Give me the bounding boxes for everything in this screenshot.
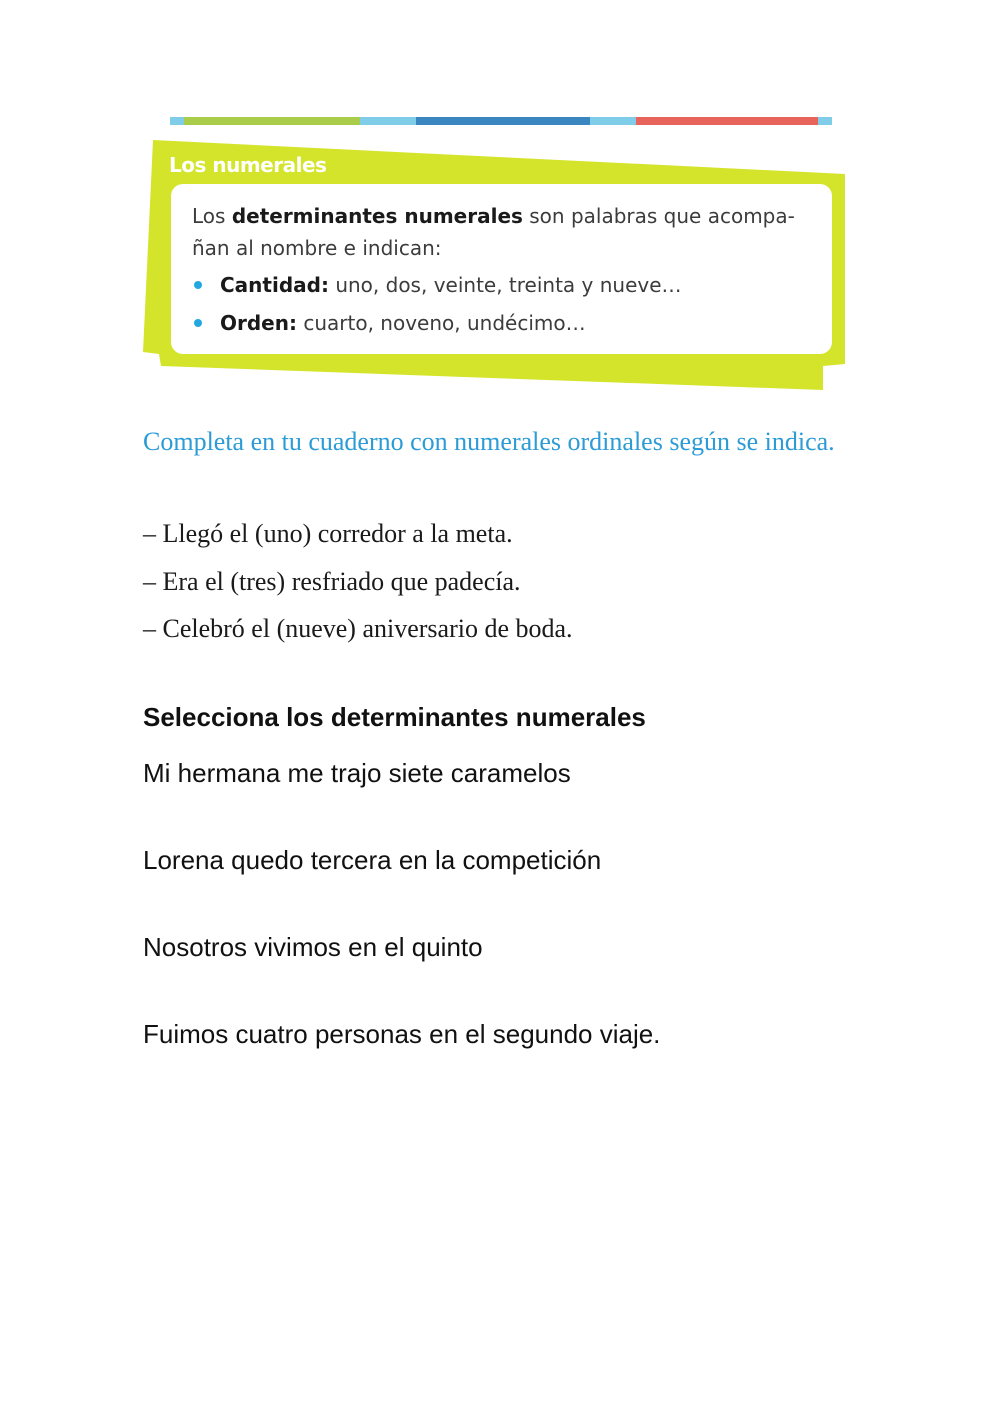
intro-bold: determinantes numerales <box>231 204 523 228</box>
bullet-cantidad <box>192 269 817 301</box>
decorative-color-strip <box>170 117 832 125</box>
definition-intro <box>192 200 817 264</box>
bullet-label: Cantidad: <box>220 273 329 297</box>
intro-suffix: son palabras que acompa-ñan al nombre e indican: <box>192 204 795 260</box>
exercise1-instruction: Completa en tu cuaderno con numerales ordinales según se indica. <box>143 427 835 456</box>
intro-prefix: Los <box>192 204 232 228</box>
definition-text <box>192 200 817 339</box>
definition-title: Los numerales <box>169 153 327 177</box>
strip-segment-blue <box>416 117 590 125</box>
bullet-dot-icon <box>194 281 202 289</box>
exercise2-sentence[interactable]: Fuimos cuatro personas en el segundo viaje. <box>143 1019 661 1049</box>
exercise2-sentence[interactable]: Lorena quedo tercera en la competición <box>143 845 602 875</box>
bullet-orden <box>192 307 817 339</box>
exercise2-title: Selecciona los determinantes numerales <box>143 702 646 732</box>
definition-content-panel <box>171 184 832 354</box>
strip-segment-green <box>184 117 360 125</box>
definition-box <box>143 140 848 390</box>
exercise1-line: – Celebró el (nueve) aniversario de boda. <box>143 614 573 643</box>
bullet-dot-icon <box>194 319 202 327</box>
exercise2-sentence[interactable]: Nosotros vivimos en el quinto <box>143 932 483 962</box>
strip-segment-red <box>636 117 818 125</box>
bullet-label: Orden: <box>220 311 297 335</box>
exercise1-line: – Era el (tres) resfriado que padecía. <box>143 567 521 596</box>
exercise1-line: – Llegó el (uno) corredor a la meta. <box>143 519 513 548</box>
exercise2-sentence[interactable]: Mi hermana me trajo siete caramelos <box>143 758 571 788</box>
bullet-text: uno, dos, veinte, treinta y nueve… <box>328 273 682 297</box>
bullet-text: cuarto, noveno, undécimo… <box>296 311 586 335</box>
